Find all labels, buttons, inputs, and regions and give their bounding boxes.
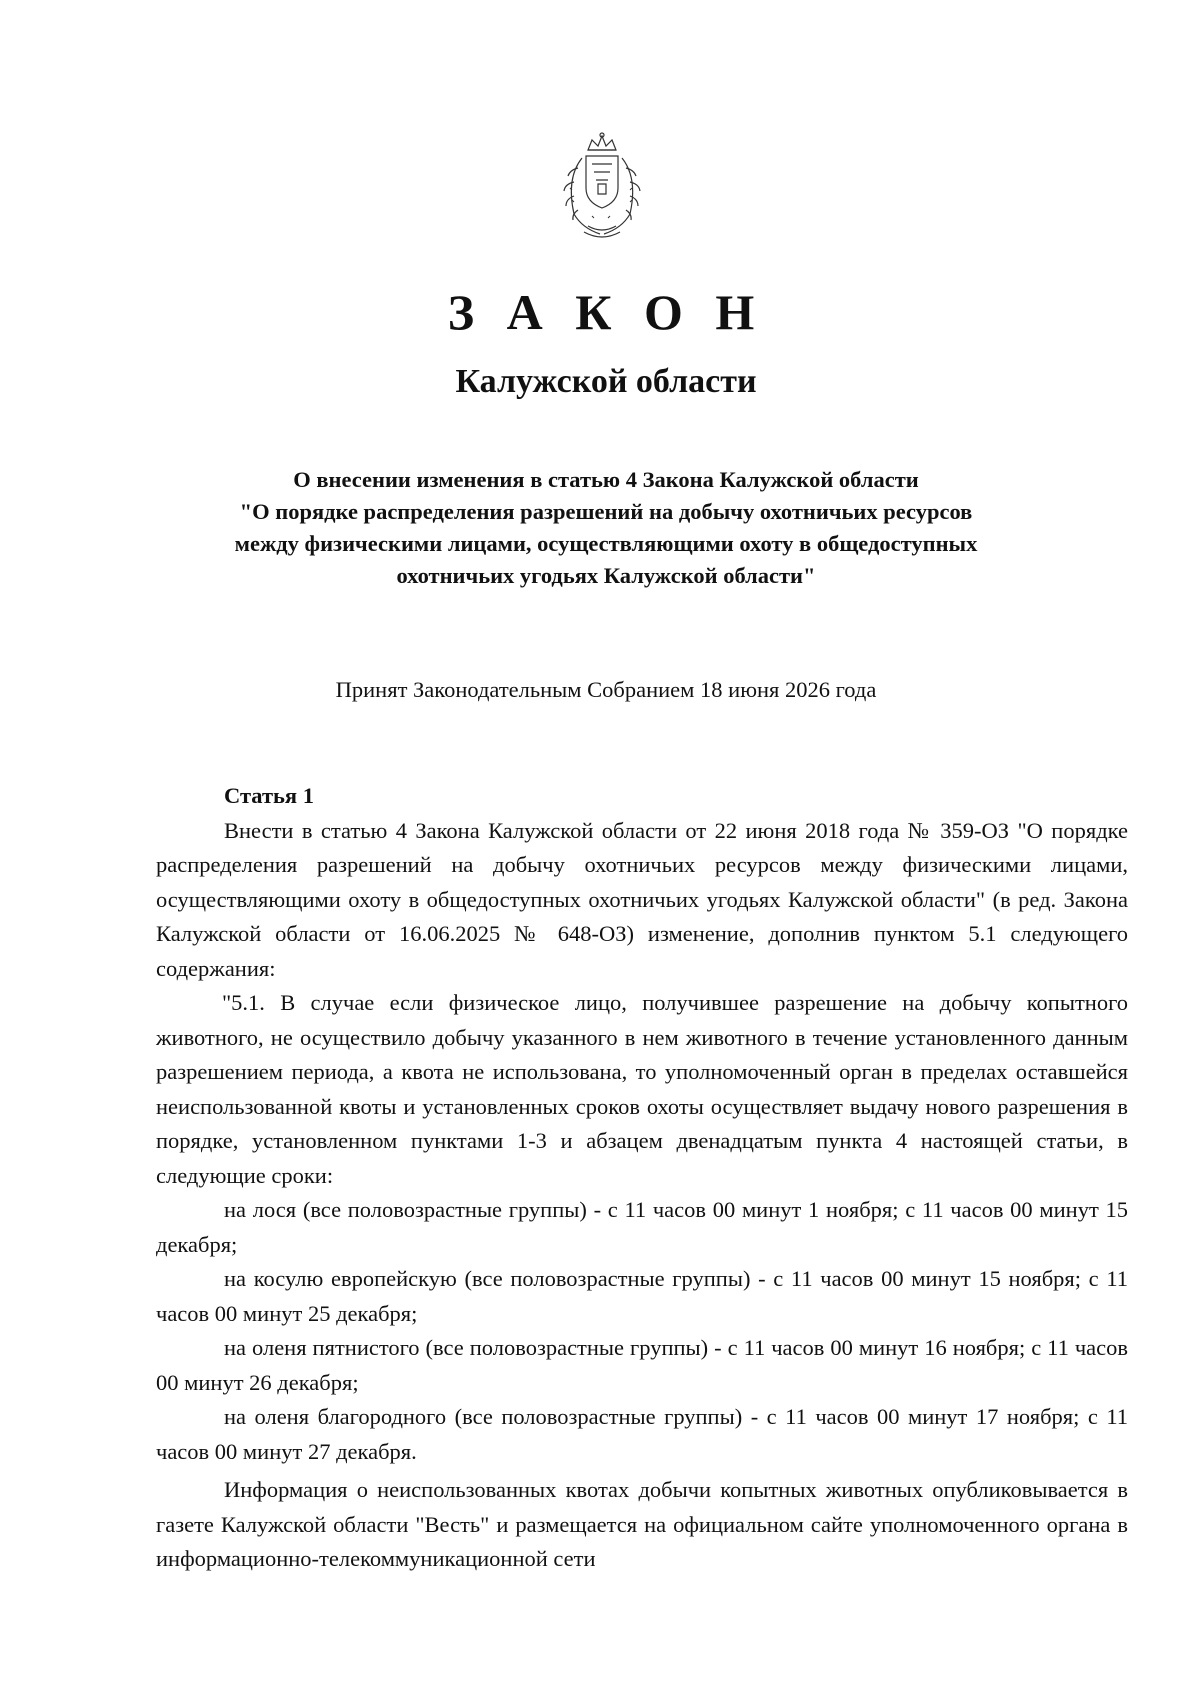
coat-of-arms-icon	[548, 128, 656, 244]
paragraph: "5.1. В случае если физическое лицо, получившее разрешение на добычу копытного животного, не осуществило добычу указанного в нем животного в течение установленного данным разрешением периода, а квота не использована, то уполномоченный орган в пределах оставшейся неиспользованной квоты и установленных сроков охоты осуществляет выдачу нового разрешения в порядке, установленном пунктами 1-3 и абзацем двенадцатым пункта 4 настоящей статьи, в следующие сроки:	[156, 990, 1128, 1188]
adoption-text: Принят Законодательным Собранием 18 июня 2026 года	[335, 677, 877, 702]
document-subtitle: Калужской области	[455, 363, 757, 400]
paragraph: Информация о неиспользованных квотах добычи копытных животных опубликовывается в газете Калужской области "Весть" и размещается на официальном сайте уполномоченного органа в информационно-телекоммуникационной сети	[156, 1477, 1128, 1571]
document-body	[156, 779, 1128, 1577]
heading-line: между физическими лицами, осуществляющими охоту в общедоступных	[234, 531, 978, 556]
heading-line: охотничьих угодьях Калужской области"	[396, 563, 816, 588]
law-heading	[0, 464, 1200, 592]
heading-line: О внесении изменения в статью 4 Закона Калужской области	[293, 467, 919, 492]
adoption-note	[0, 674, 1200, 706]
heading-line: "О порядке распределения разрешений на добычу охотничьих ресурсов	[239, 499, 973, 524]
paragraph: Внести в статью 4 Закона Калужской области от 22 июня 2018 года № 359-ОЗ "О порядке распределения разрешений на добычу охотничьих ресурсов между физическими лицами, осуществляющими охоту в общедоступных охотничьих угодьях Калужской области" (в ред. Закона Калужской области от 16.06.2025 № 648-ОЗ) изменение, дополнив пунктом 5.1 следующего содержания:	[156, 817, 1128, 981]
article-title: Статья 1	[224, 783, 314, 808]
list-item: на оленя пятнистого (все половозрастные группы) - с 11 часов 00 минут 16 ноября; с 11 часов 00 минут 26 декабря;	[156, 1335, 1128, 1395]
list-item: на косулю европейскую (все половозрастные группы) - с 11 часов 00 минут 15 ноября; с 11 часов 00 минут 25 декабря;	[156, 1266, 1128, 1326]
document-title: З А К О Н	[447, 284, 765, 340]
list-item: на оленя благородного (все половозрастные группы) - с 11 часов 00 минут 17 ноября; с 11 часов 00 минут 27 декабря.	[156, 1404, 1128, 1464]
list-item: на лося (все половозрастные группы) - с 11 часов 00 минут 1 ноября; с 11 часов 00 минут 15 декабря;	[156, 1197, 1128, 1257]
